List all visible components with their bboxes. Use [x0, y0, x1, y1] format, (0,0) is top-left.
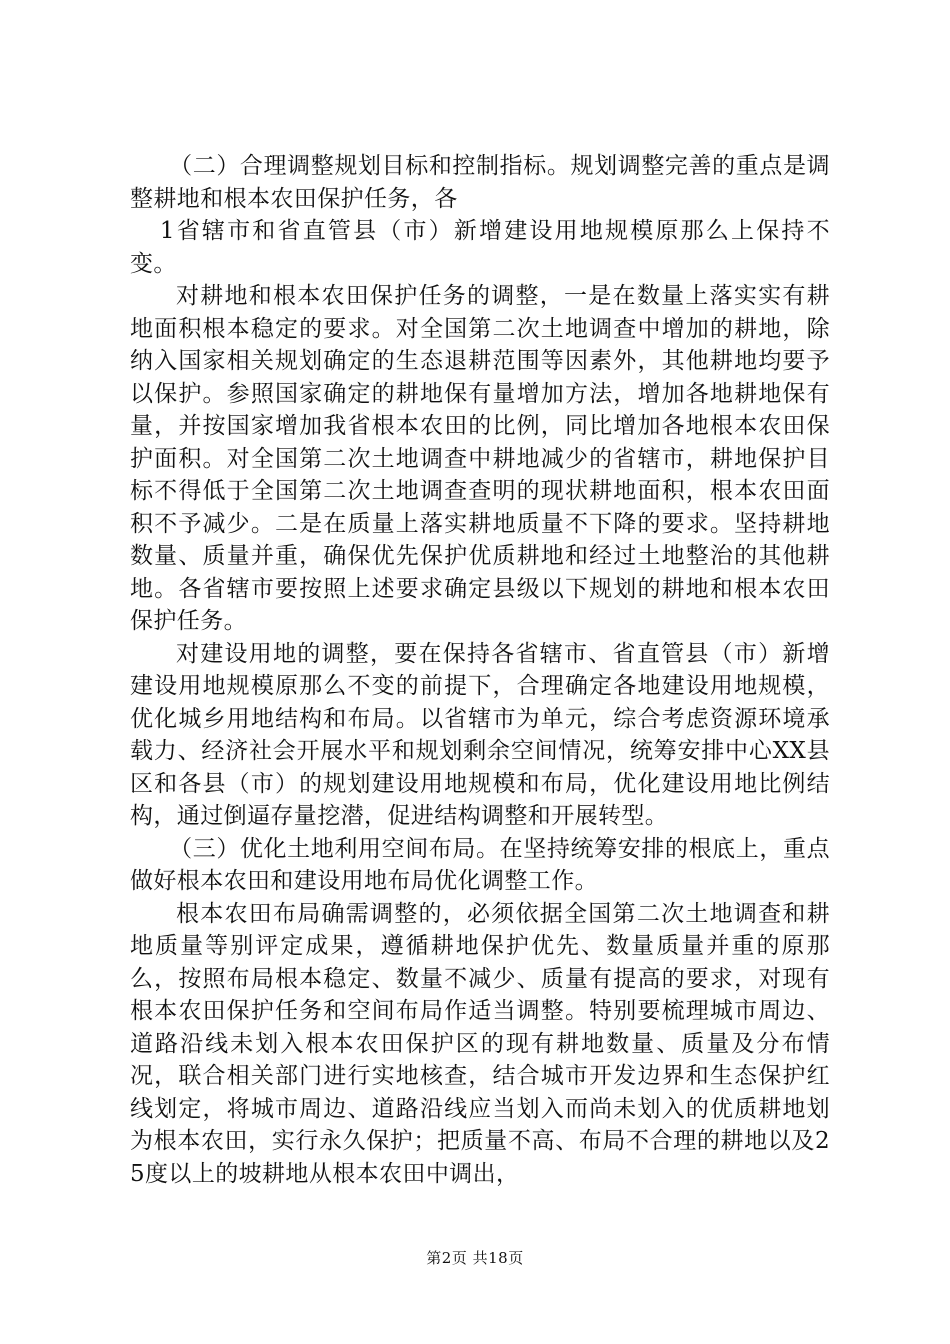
document-body — [130, 150, 830, 1190]
paragraph-farmland-layout: 根本农田布局确需调整的，必须依据全国第二次土地调查和耕地质量等别评定成果，遵循耕地保护优先、数量质量并重的原那么，按照布局根本稳定、数量不减少、质量有提高的要求，对现有根本农田保护任务和空间布局作适当调整。特别要梳理城市周边、道路沿线未划入根本农田保护区的现有耕地数量、质量及分布情况，联合相关部门进行实地核查，结合城市开发边界和生态保护红线划定，将城市周边、道路沿线应当划入而尚未划入的优质耕地划为根本农田，实行永久保护；把质量不高、布局不合理的耕地以及25度以上的坡耕地从根本农田中调出， — [130, 900, 830, 1187]
paragraph-section-two-heading: （二）合理调整规划目标和控制指标。规划调整完善的重点是调整耕地和根本农田保护任务，各 — [130, 153, 830, 212]
page-number-footer: 第2页 共18页 — [426, 1249, 524, 1267]
paragraph-construction-scale: 1省辖市和省直管县（市）新增建设用地规模原那么上保持不变。 — [130, 218, 830, 277]
paragraph-farmland-adjustment: 对耕地和根本农田保护任务的调整，一是在数量上落实实有耕地面积根本稳定的要求。对全国第二次土地调查中增加的耕地，除纳入国家相关规划确定的生态退耕范围等因素外，其他耕地均要予以保护。参照国家确定的耕地保有量增加方法，增加各地耕地保有量，并按国家增加我省根本农田的比例，同比增加各地根本农田保护面积。对全国第二次土地调查中耕地减少的省辖市，耕地保护目标不得低于全国第二次土地调查查明的现状耕地面积，根本农田面积不予减少。二是在质量上落实耕地质量不下降的要求。坚持耕地数量、质量并重，确保优先保护优质耕地和经过土地整治的其他耕地。各省辖市要按照上述要求确定县级以下规划的耕地和根本农田保护任务。 — [130, 283, 830, 634]
paragraph-construction-land-adjustment: 对建设用地的调整，要在保持各省辖市、省直管县（市）新增建设用地规模原那么不变的前提下，合理确定各地建设用地规模，优化城乡用地结构和布局。以省辖市为单元，综合考虑资源环境承载力、经济社会开展水平和规划剩余空间情况，统筹安排中心XX县区和各县（市）的规划建设用地规模和布局，优化建设用地比例结构，通过倒逼存量挖潜，促进结构调整和开展转型。 — [130, 640, 830, 829]
paragraph-section-three-heading: （三）优化土地利用空间布局。在坚持统筹安排的根底上，重点做好根本农田和建设用地布局优化调整工作。 — [130, 835, 830, 894]
